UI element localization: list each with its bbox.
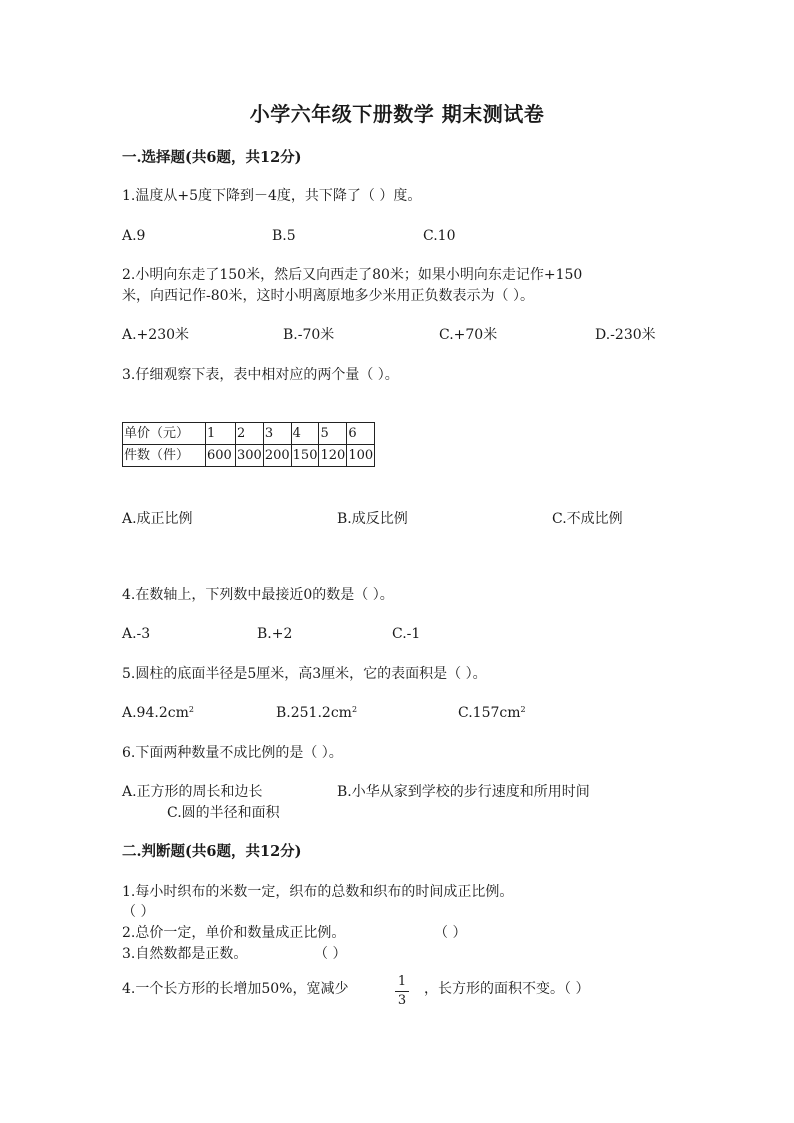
question-4-option-c: C.-1 xyxy=(392,626,421,642)
table-cell: 600 xyxy=(206,445,236,467)
price-quantity-table xyxy=(122,422,375,467)
judgment-4-text-b: ，长方形的面积不变。（ ） xyxy=(424,981,590,997)
judgment-2-blank: （ ） xyxy=(434,925,467,941)
question-3-option-a: A.成正比例 xyxy=(122,511,193,527)
question-3-option-c: C.不成比例 xyxy=(552,511,623,527)
fraction-bar xyxy=(395,991,409,992)
table-cell: 300 xyxy=(236,445,264,467)
question-6-option-c: C.圆的半径和面积 xyxy=(167,805,280,821)
table-row xyxy=(123,445,375,467)
question-5-text: 5.圆柱的底面半径是5厘米，高3厘米，它的表面积是（ ）。 xyxy=(122,666,487,682)
judgment-2-text: 2.总价一定，单价和数量成正比例。 xyxy=(122,925,346,941)
question-2-option-c: C.+70米 xyxy=(439,327,498,343)
question-6-text: 6.下面两种数量不成比例的是（ ）。 xyxy=(122,745,343,761)
question-2-text-line1: 2.小明向东走了150米，然后又向西走了80米；如果小明向东走记作+150 xyxy=(122,267,583,283)
question-1-option-a: A.9 xyxy=(122,228,146,244)
question-6-option-b: B.小华从家到学校的步行速度和所用时间 xyxy=(337,784,590,800)
fraction-numerator: 1 xyxy=(397,974,407,989)
question-1-option-b: B.5 xyxy=(272,228,296,244)
table-cell: 2 xyxy=(236,423,264,445)
question-2-option-d: D.-230米 xyxy=(595,327,656,343)
question-6-option-a: A.正方形的周长和边长 xyxy=(122,784,263,800)
question-4-option-a: A.-3 xyxy=(122,626,151,642)
question-5-option-b: $B.251.2cm^2$ xyxy=(276,705,358,721)
question-5-option-a: $A.94.2cm^2$ xyxy=(122,705,194,721)
question-4-option-b: B.+2 xyxy=(257,626,293,642)
table-cell: 5 xyxy=(319,423,347,445)
table-cell-label: 单价（元） xyxy=(123,423,206,445)
page-title: 小学六年级下册数学 期末测试卷 xyxy=(249,102,545,126)
question-2-text-line2: 米，向西记作-80米，这时小明离原地多少米用正负数表示为（ ）。 xyxy=(122,288,534,304)
table-cell-label: 件数（件） xyxy=(123,445,206,467)
judgment-1-text: 1.每小时织布的米数一定，织布的总数和织布的时间成正比例。 xyxy=(122,884,514,900)
table-cell: 1 xyxy=(206,423,236,445)
question-3-option-b: B.成反比例 xyxy=(337,511,408,527)
judgment-3-blank: （ ） xyxy=(314,946,347,962)
table-cell: 4 xyxy=(291,423,319,445)
table-cell: 100 xyxy=(347,445,375,467)
table-cell: 200 xyxy=(263,445,291,467)
section-heading-judgment: 二.判断题(共6题，共12分) xyxy=(122,843,302,860)
judgment-1-blank: （ ） xyxy=(122,904,155,920)
fraction-one-third xyxy=(395,975,409,1008)
table-cell: 120 xyxy=(319,445,347,467)
table-cell: 3 xyxy=(263,423,291,445)
question-2-option-b: B.-70米 xyxy=(283,327,335,343)
table-cell: 6 xyxy=(347,423,375,445)
question-3-text: 3.仔细观察下表，表中相对应的两个量（ ）。 xyxy=(122,367,399,383)
judgment-4-text-a: 4.一个长方形的长增加50%，宽减少 xyxy=(122,981,349,997)
question-2-option-a: A.+230米 xyxy=(122,327,190,343)
fraction-denominator: 3 xyxy=(397,993,407,1008)
question-4-text: 4.在数轴上，下列数中最接近0的数是（ ）。 xyxy=(122,587,394,603)
table-row xyxy=(123,423,375,445)
question-1-text: 1.温度从+5度下降到－4度，共下降了（ ）度。 xyxy=(122,188,422,204)
section-heading-choice: 一.选择题(共6题，共12分) xyxy=(122,149,302,166)
judgment-3-text: 3.自然数都是正数。 xyxy=(122,946,248,962)
question-5-option-c: $C.157cm^2$ xyxy=(458,705,526,721)
table-cell: 150 xyxy=(291,445,319,467)
question-1-option-c: C.10 xyxy=(423,228,456,244)
